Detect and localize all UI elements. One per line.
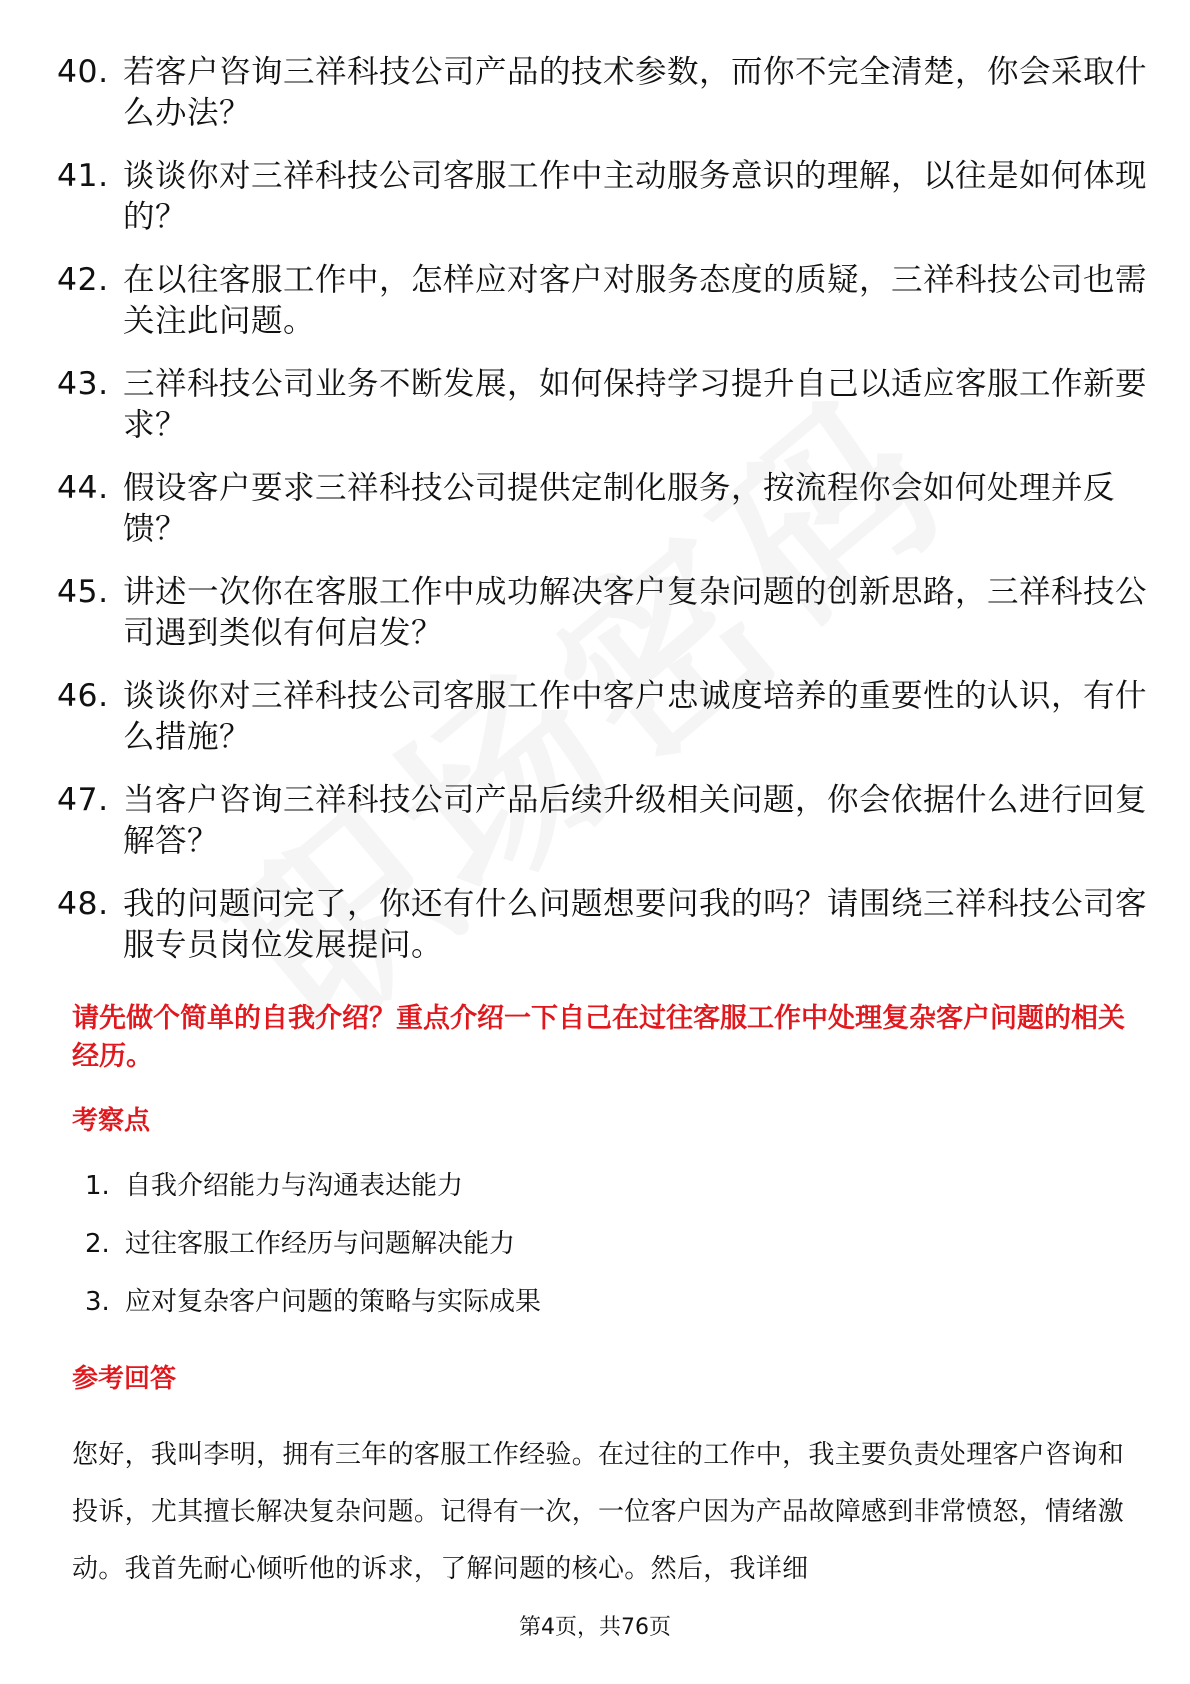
question-item [57,884,1148,966]
question-number: 48. [57,886,109,922]
question-number: 45. [57,574,109,610]
point-number: 2. [85,1229,110,1259]
question-number: 47. [57,782,109,818]
question-text: 讲述一次你在客服工作中成功解决客户复杂问题的创新思路，三祥科技公司遇到类似有何启发？ [123,574,1148,651]
question-text: 我的问题问完了，你还有什么问题想要问我的吗？请围绕三祥科技公司客服专员岗位发展提问。 [123,886,1148,963]
question-item [57,676,1148,758]
question-item [57,572,1148,654]
question-number: 42. [57,262,109,298]
point-item [85,1284,541,1342]
question-number: 41. [57,158,109,194]
question-text: 若客户咨询三祥科技公司产品的技术参数，而你不完全清楚，你会采取什么办法？ [123,54,1148,131]
question-text: 谈谈你对三祥科技公司客服工作中客户忠诚度培养的重要性的认识，有什么措施？ [123,678,1148,755]
point-text: 过往客服工作经历与问题解决能力 [125,1229,516,1259]
point-item [85,1168,541,1226]
question-list [57,52,1148,988]
question-item [57,260,1148,342]
question-item [57,780,1148,862]
question-text: 假设客户要求三祥科技公司提供定制化服务，按流程你会如何处理并反馈？ [123,470,1116,547]
answer-paragraph: 您好，我叫李明，拥有三年的客服工作经验。在过往的工作中，我主要负责处理客户咨询和投诉，尤其擅长解决复杂问题。记得有一次，一位客户因为产品故障感到非常愤怒，情绪激动。我首先耐心倾听他的诉求，了解问题的核心。然后，我详细 [72,1440,1125,1584]
question-text: 三祥科技公司业务不断发展，如何保持学习提升自己以适应客服工作新要求？ [123,366,1148,443]
question-text: 在以往客服工作中，怎样应对客户对服务态度的质疑，三祥科技公司也需关注此问题。 [123,262,1148,339]
question-number: 43. [57,366,109,402]
point-text: 自我介绍能力与沟通表达能力 [125,1171,464,1201]
point-number: 3. [85,1287,110,1317]
question-item [57,52,1148,134]
question-text: 谈谈你对三祥科技公司客服工作中主动服务意识的理解，以往是如何体现的？ [123,158,1148,235]
question-item [57,156,1148,238]
point-item [85,1226,541,1284]
section-question: 请先做个简单的自我介绍？重点介绍一下自己在过往客服工作中处理复杂客户问题的相关经历。 [72,1003,1125,1072]
points-list [85,1168,541,1342]
point-text: 应对复杂客户问题的策略与实际成果 [125,1287,542,1317]
answer-heading: 参考回答 [72,1364,177,1394]
question-text: 当客户咨询三祥科技公司产品后续升级相关问题，你会依据什么进行回复解答？ [123,782,1148,859]
point-number: 1. [85,1171,110,1201]
question-item [57,468,1137,550]
points-heading: 考察点 [72,1106,151,1136]
question-item [57,364,1148,446]
question-number: 46. [57,678,109,714]
question-number: 40. [57,54,109,90]
question-number: 44. [57,470,109,506]
page-footer: 第4页，共76页 [519,1615,671,1640]
